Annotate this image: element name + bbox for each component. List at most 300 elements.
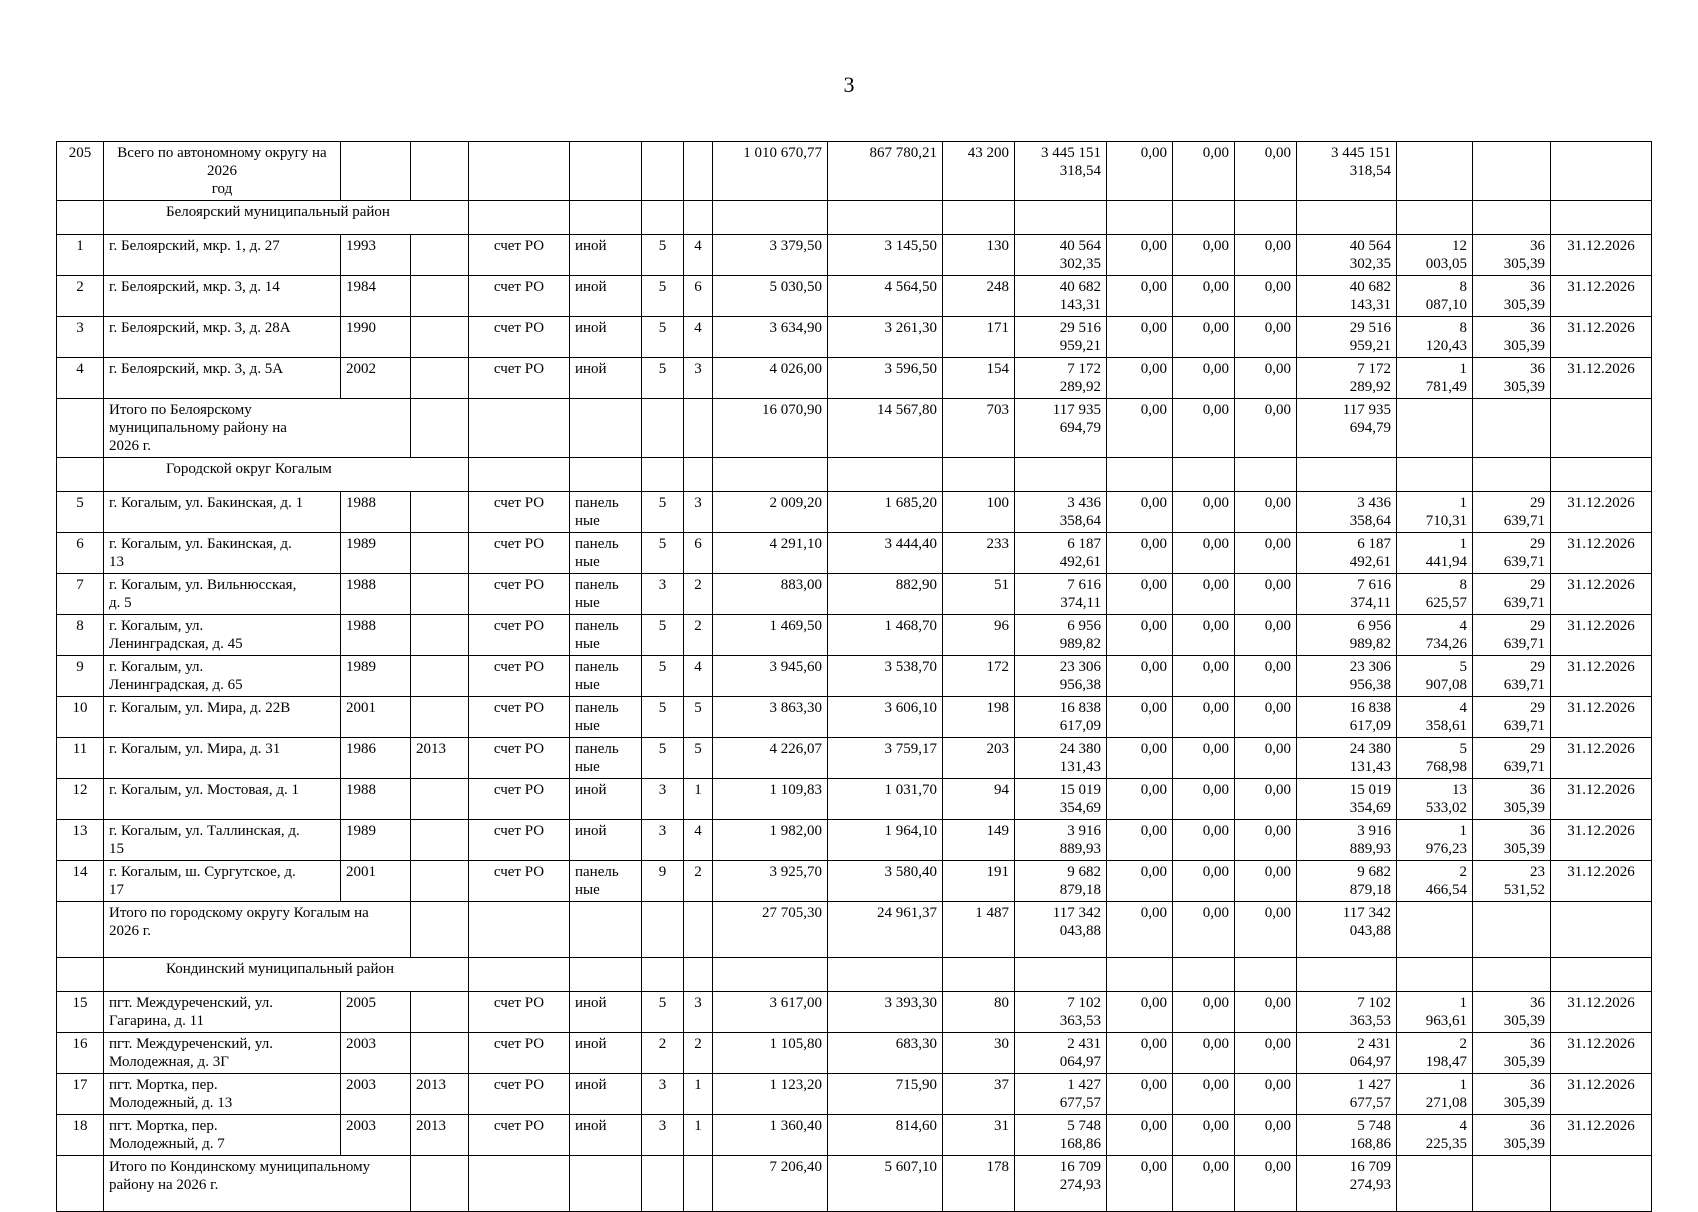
budget-local: 0,00 <box>1235 615 1297 656</box>
cost-total: 7 172 289,92 <box>1015 358 1107 399</box>
address: г. Когалым, ул. Ленинградская, д. 45 <box>104 615 341 656</box>
total-area: 5 030,50 <box>713 276 828 317</box>
wall-material: панель ные <box>570 615 642 656</box>
total-area: 3 945,60 <box>713 656 828 697</box>
section-header-row <box>57 201 1652 235</box>
owners-funds: 7 616 374,11 <box>1297 574 1397 615</box>
fund-method: счет РО <box>469 1115 570 1156</box>
limit-cost: 29 639,71 <box>1473 697 1551 738</box>
address: пгт. Междуреченский, ул. Молодежная, д. 3Г <box>104 1033 341 1074</box>
budget-local: 0,00 <box>1235 276 1297 317</box>
residents: 31 <box>943 1115 1015 1156</box>
row-number: 17 <box>57 1074 104 1115</box>
cost-total: 16 709 274,93 <box>1015 1156 1107 1212</box>
residents: 80 <box>943 992 1015 1033</box>
address: г. Когалым, ул. Мостовая, д. 1 <box>104 779 341 820</box>
residents: 171 <box>943 317 1015 358</box>
entrances: 4 <box>684 820 713 861</box>
address: г. Когалым, ул. Мира, д. 31 <box>104 738 341 779</box>
section-total-row <box>57 902 1652 958</box>
entrances: 1 <box>684 1115 713 1156</box>
owners-funds: 16 709 274,93 <box>1297 1156 1397 1212</box>
entrances: 2 <box>684 861 713 902</box>
limit-cost: 36 305,39 <box>1473 1074 1551 1115</box>
year-built: 2003 <box>341 1115 411 1156</box>
address: пгт. Мортка, пер. Молодежный, д. 13 <box>104 1074 341 1115</box>
owners-funds: 29 516 959,21 <box>1297 317 1397 358</box>
address: г. Белоярский, мкр. 3, д. 5А <box>104 358 341 399</box>
entrances: 4 <box>684 656 713 697</box>
limit-cost: 36 305,39 <box>1473 358 1551 399</box>
budget-region: 0,00 <box>1173 820 1235 861</box>
fund-amount: 0,00 <box>1107 358 1173 399</box>
limit-cost: 36 305,39 <box>1473 779 1551 820</box>
cost-total: 6 187 492,61 <box>1015 533 1107 574</box>
fund-method: счет РО <box>469 317 570 358</box>
row-number: 6 <box>57 533 104 574</box>
budget-region: 0,00 <box>1173 276 1235 317</box>
residents: 233 <box>943 533 1015 574</box>
table-row <box>57 1074 1652 1115</box>
section-total-label: Итого по городскому округу Когалым на 2026 г. <box>104 902 411 958</box>
unit-cost: 2 466,54 <box>1397 861 1473 902</box>
entrances: 5 <box>684 697 713 738</box>
row-number: 9 <box>57 656 104 697</box>
wall-material: иной <box>570 358 642 399</box>
limit-cost: 29 639,71 <box>1473 656 1551 697</box>
living-area: 24 961,37 <box>828 902 943 958</box>
cost-total: 3 916 889,93 <box>1015 820 1107 861</box>
budget-region: 0,00 <box>1173 235 1235 276</box>
address: г. Когалым, ш. Сургутское, д. 17 <box>104 861 341 902</box>
wall-material: панель ные <box>570 656 642 697</box>
section-total-row <box>57 1156 1652 1212</box>
year-overhaul <box>411 656 469 697</box>
limit-cost: 29 639,71 <box>1473 615 1551 656</box>
table-row <box>57 533 1652 574</box>
unit-cost: 5 907,08 <box>1397 656 1473 697</box>
cost-total: 117 935 694,79 <box>1015 399 1107 458</box>
year-built: 2001 <box>341 861 411 902</box>
cost-total: 7 102 363,53 <box>1015 992 1107 1033</box>
unit-cost: 2 198,47 <box>1397 1033 1473 1074</box>
floors: 5 <box>642 358 684 399</box>
fund-method: счет РО <box>469 492 570 533</box>
row-number: 3 <box>57 317 104 358</box>
total-area: 3 634,90 <box>713 317 828 358</box>
address: г. Когалым, ул. Ленинградская, д. 65 <box>104 656 341 697</box>
owners-funds: 117 342 043,88 <box>1297 902 1397 958</box>
total-area: 3 863,30 <box>713 697 828 738</box>
year-built: 1989 <box>341 533 411 574</box>
row-number: 2 <box>57 276 104 317</box>
year-overhaul <box>411 317 469 358</box>
limit-cost: 29 639,71 <box>1473 738 1551 779</box>
row-number: 13 <box>57 820 104 861</box>
section-total-row <box>57 399 1652 458</box>
year-built: 2005 <box>341 992 411 1033</box>
living-area: 3 444,40 <box>828 533 943 574</box>
total-area: 883,00 <box>713 574 828 615</box>
fund-amount: 0,00 <box>1107 738 1173 779</box>
row-number: 7 <box>57 574 104 615</box>
budget-local: 0,00 <box>1235 533 1297 574</box>
deadline: 31.12.2026 <box>1551 656 1652 697</box>
deadline: 31.12.2026 <box>1551 738 1652 779</box>
limit-cost: 36 305,39 <box>1473 317 1551 358</box>
living-area: 3 596,50 <box>828 358 943 399</box>
cost-total: 6 956 989,82 <box>1015 615 1107 656</box>
budget-region: 0,00 <box>1173 861 1235 902</box>
budget-local: 0,00 <box>1235 1156 1297 1212</box>
deadline: 31.12.2026 <box>1551 697 1652 738</box>
budget-region: 0,00 <box>1173 533 1235 574</box>
table-row <box>57 861 1652 902</box>
row-number: 16 <box>57 1033 104 1074</box>
deadline: 31.12.2026 <box>1551 574 1652 615</box>
fund-amount: 0,00 <box>1107 1115 1173 1156</box>
address: г. Когалым, ул. Таллинская, д. 15 <box>104 820 341 861</box>
budget-region: 0,00 <box>1173 574 1235 615</box>
year-overhaul <box>411 992 469 1033</box>
living-area: 3 538,70 <box>828 656 943 697</box>
cost-total: 24 380 131,43 <box>1015 738 1107 779</box>
fund-amount: 0,00 <box>1107 1156 1173 1212</box>
floors: 5 <box>642 697 684 738</box>
limit-cost: 36 305,39 <box>1473 820 1551 861</box>
owners-funds: 40 682 143,31 <box>1297 276 1397 317</box>
living-area: 1 964,10 <box>828 820 943 861</box>
living-area: 5 607,10 <box>828 1156 943 1212</box>
total-area: 27 705,30 <box>713 902 828 958</box>
budget-region: 0,00 <box>1173 1033 1235 1074</box>
table-row <box>57 820 1652 861</box>
entrances: 2 <box>684 1033 713 1074</box>
wall-material: иной <box>570 317 642 358</box>
unit-cost: 1 963,61 <box>1397 992 1473 1033</box>
limit-cost: 29 639,71 <box>1473 574 1551 615</box>
address: пгт. Междуреченский, ул. Гагарина, д. 11 <box>104 992 341 1033</box>
total-area: 4 291,10 <box>713 533 828 574</box>
row-number: 4 <box>57 358 104 399</box>
unit-cost: 4 734,26 <box>1397 615 1473 656</box>
address: г. Когалым, ул. Бакинская, д. 13 <box>104 533 341 574</box>
owners-funds: 3 916 889,93 <box>1297 820 1397 861</box>
living-area: 814,60 <box>828 1115 943 1156</box>
residents: 203 <box>943 738 1015 779</box>
unit-cost: 4 225,35 <box>1397 1115 1473 1156</box>
residents: 37 <box>943 1074 1015 1115</box>
budget-local: 0,00 <box>1235 1033 1297 1074</box>
cost-total: 16 838 617,09 <box>1015 697 1107 738</box>
budget-local: 0,00 <box>1235 142 1297 201</box>
total-area: 16 070,90 <box>713 399 828 458</box>
living-area: 14 567,80 <box>828 399 943 458</box>
year-built: 1988 <box>341 615 411 656</box>
year-overhaul: 2013 <box>411 1074 469 1115</box>
fund-method: счет РО <box>469 1074 570 1115</box>
budget-region: 0,00 <box>1173 358 1235 399</box>
cost-total: 40 682 143,31 <box>1015 276 1107 317</box>
table-row <box>57 779 1652 820</box>
year-built: 1988 <box>341 779 411 820</box>
budget-region: 0,00 <box>1173 399 1235 458</box>
total-area: 1 109,83 <box>713 779 828 820</box>
residents: 30 <box>943 1033 1015 1074</box>
living-area: 3 580,40 <box>828 861 943 902</box>
cost-total: 23 306 956,38 <box>1015 656 1107 697</box>
budget-region: 0,00 <box>1173 656 1235 697</box>
residents: 130 <box>943 235 1015 276</box>
year-overhaul <box>411 574 469 615</box>
fund-amount: 0,00 <box>1107 861 1173 902</box>
owners-funds: 7 102 363,53 <box>1297 992 1397 1033</box>
owners-funds: 16 838 617,09 <box>1297 697 1397 738</box>
table-row <box>57 574 1652 615</box>
fund-amount: 0,00 <box>1107 142 1173 201</box>
year-overhaul: 2013 <box>411 1115 469 1156</box>
fund-amount: 0,00 <box>1107 820 1173 861</box>
section-total-label: Итого по Кондинскому муниципальному району на 2026 г. <box>104 1156 411 1212</box>
section-header-row <box>57 958 1652 992</box>
row-number: 11 <box>57 738 104 779</box>
budget-local: 0,00 <box>1235 1074 1297 1115</box>
row-number: 1 <box>57 235 104 276</box>
limit-cost: 36 305,39 <box>1473 235 1551 276</box>
wall-material: иной <box>570 1033 642 1074</box>
limit-cost: 23 531,52 <box>1473 861 1551 902</box>
fund-method: счет РО <box>469 358 570 399</box>
year-overhaul <box>411 820 469 861</box>
total-area: 3 617,00 <box>713 992 828 1033</box>
living-area: 1 468,70 <box>828 615 943 656</box>
deadline: 31.12.2026 <box>1551 492 1652 533</box>
budget-local: 0,00 <box>1235 738 1297 779</box>
budget-local: 0,00 <box>1235 358 1297 399</box>
unit-cost: 8 120,43 <box>1397 317 1473 358</box>
budget-region: 0,00 <box>1173 902 1235 958</box>
address: пгт. Мортка, пер. Молодежный, д. 7 <box>104 1115 341 1156</box>
living-area: 3 759,17 <box>828 738 943 779</box>
year-overhaul <box>411 276 469 317</box>
owners-funds: 9 682 879,18 <box>1297 861 1397 902</box>
wall-material: иной <box>570 1115 642 1156</box>
living-area: 1 031,70 <box>828 779 943 820</box>
row-number: 10 <box>57 697 104 738</box>
year-built: 1989 <box>341 820 411 861</box>
budget-local: 0,00 <box>1235 235 1297 276</box>
floors: 2 <box>642 1033 684 1074</box>
wall-material: панель ные <box>570 697 642 738</box>
entrances: 3 <box>684 358 713 399</box>
budget-local: 0,00 <box>1235 902 1297 958</box>
owners-funds: 117 935 694,79 <box>1297 399 1397 458</box>
residents: 96 <box>943 615 1015 656</box>
residents: 51 <box>943 574 1015 615</box>
table-row <box>57 317 1652 358</box>
fund-amount: 0,00 <box>1107 1033 1173 1074</box>
row-number: 8 <box>57 615 104 656</box>
total-area: 3 925,70 <box>713 861 828 902</box>
fund-method: счет РО <box>469 574 570 615</box>
fund-amount: 0,00 <box>1107 235 1173 276</box>
entrances: 2 <box>684 615 713 656</box>
limit-cost: 36 305,39 <box>1473 276 1551 317</box>
cost-total: 7 616 374,11 <box>1015 574 1107 615</box>
fund-method: счет РО <box>469 992 570 1033</box>
residents: 191 <box>943 861 1015 902</box>
cost-total: 2 431 064,97 <box>1015 1033 1107 1074</box>
living-area: 4 564,50 <box>828 276 943 317</box>
row-number: 5 <box>57 492 104 533</box>
residents: 94 <box>943 779 1015 820</box>
floors: 5 <box>642 992 684 1033</box>
total-area: 4 026,00 <box>713 358 828 399</box>
deadline: 31.12.2026 <box>1551 779 1652 820</box>
fund-amount: 0,00 <box>1107 615 1173 656</box>
year-built: 1988 <box>341 574 411 615</box>
section-title: Белоярский муниципальный район <box>104 201 469 235</box>
year-overhaul <box>411 533 469 574</box>
year-overhaul <box>411 697 469 738</box>
unit-cost: 1 976,23 <box>1397 820 1473 861</box>
fund-amount: 0,00 <box>1107 492 1173 533</box>
table-row <box>57 738 1652 779</box>
cost-total: 117 342 043,88 <box>1015 902 1107 958</box>
owners-funds: 5 748 168,86 <box>1297 1115 1397 1156</box>
budget-region: 0,00 <box>1173 697 1235 738</box>
floors: 5 <box>642 656 684 697</box>
total-area: 3 379,50 <box>713 235 828 276</box>
fund-amount: 0,00 <box>1107 1074 1173 1115</box>
capital-repair-table <box>56 141 1652 1212</box>
address: г. Когалым, ул. Вильнюсская, д. 5 <box>104 574 341 615</box>
year-overhaul <box>411 235 469 276</box>
deadline: 31.12.2026 <box>1551 820 1652 861</box>
page-number: 3 <box>843 72 855 97</box>
table-row <box>57 276 1652 317</box>
total-area: 1 360,40 <box>713 1115 828 1156</box>
floors: 5 <box>642 276 684 317</box>
owners-funds: 15 019 354,69 <box>1297 779 1397 820</box>
deadline: 31.12.2026 <box>1551 317 1652 358</box>
entrances: 6 <box>684 533 713 574</box>
fund-method: счет РО <box>469 779 570 820</box>
owners-funds: 3 436 358,64 <box>1297 492 1397 533</box>
living-area: 683,30 <box>828 1033 943 1074</box>
entrances: 4 <box>684 235 713 276</box>
budget-local: 0,00 <box>1235 779 1297 820</box>
table-row <box>57 615 1652 656</box>
fund-amount: 0,00 <box>1107 533 1173 574</box>
wall-material: иной <box>570 1074 642 1115</box>
year-overhaul <box>411 779 469 820</box>
section-title: Городской округ Когалым <box>104 458 469 492</box>
fund-method: счет РО <box>469 533 570 574</box>
fund-method: счет РО <box>469 276 570 317</box>
year-built: 1993 <box>341 235 411 276</box>
living-area: 3 393,30 <box>828 992 943 1033</box>
address: г. Когалым, ул. Бакинская, д. 1 <box>104 492 341 533</box>
living-area: 3 261,30 <box>828 317 943 358</box>
fund-amount: 0,00 <box>1107 779 1173 820</box>
budget-local: 0,00 <box>1235 574 1297 615</box>
living-area: 3 606,10 <box>828 697 943 738</box>
residents: 43 200 <box>943 142 1015 201</box>
entrances: 1 <box>684 1074 713 1115</box>
deadline: 31.12.2026 <box>1551 861 1652 902</box>
fund-method: счет РО <box>469 615 570 656</box>
section-header-row <box>57 458 1652 492</box>
limit-cost: 29 639,71 <box>1473 492 1551 533</box>
entrances: 3 <box>684 492 713 533</box>
fund-amount: 0,00 <box>1107 317 1173 358</box>
deadline: 31.12.2026 <box>1551 1074 1652 1115</box>
unit-cost: 8 625,57 <box>1397 574 1473 615</box>
deadline: 31.12.2026 <box>1551 276 1652 317</box>
unit-cost: 1 271,08 <box>1397 1074 1473 1115</box>
unit-cost: 13 533,02 <box>1397 779 1473 820</box>
budget-region: 0,00 <box>1173 779 1235 820</box>
cost-total: 5 748 168,86 <box>1015 1115 1107 1156</box>
owners-funds: 6 187 492,61 <box>1297 533 1397 574</box>
fund-method: счет РО <box>469 1033 570 1074</box>
budget-local: 0,00 <box>1235 992 1297 1033</box>
budget-local: 0,00 <box>1235 656 1297 697</box>
wall-material: панель ные <box>570 574 642 615</box>
table-row <box>57 492 1652 533</box>
owners-funds: 6 956 989,82 <box>1297 615 1397 656</box>
wall-material: панель ные <box>570 861 642 902</box>
total-area: 1 982,00 <box>713 820 828 861</box>
fund-method: счет РО <box>469 820 570 861</box>
fund-method: счет РО <box>469 697 570 738</box>
row-label: Всего по автономному округу на 2026 год <box>104 142 341 201</box>
year-overhaul <box>411 615 469 656</box>
deadline: 31.12.2026 <box>1551 992 1652 1033</box>
budget-local: 0,00 <box>1235 492 1297 533</box>
owners-funds: 1 427 677,57 <box>1297 1074 1397 1115</box>
living-area: 715,90 <box>828 1074 943 1115</box>
owners-funds: 2 431 064,97 <box>1297 1033 1397 1074</box>
fund-method: счет РО <box>469 738 570 779</box>
budget-region: 0,00 <box>1173 317 1235 358</box>
fund-amount: 0,00 <box>1107 902 1173 958</box>
year-built: 2003 <box>341 1033 411 1074</box>
residents: 149 <box>943 820 1015 861</box>
fund-amount: 0,00 <box>1107 697 1173 738</box>
owners-funds: 24 380 131,43 <box>1297 738 1397 779</box>
budget-local: 0,00 <box>1235 399 1297 458</box>
address: г. Когалым, ул. Мира, д. 22В <box>104 697 341 738</box>
floors: 3 <box>642 574 684 615</box>
wall-material: иной <box>570 820 642 861</box>
year-built: 1986 <box>341 738 411 779</box>
limit-cost: 36 305,39 <box>1473 1115 1551 1156</box>
year-built: 1984 <box>341 276 411 317</box>
deadline: 31.12.2026 <box>1551 615 1652 656</box>
total-area: 2 009,20 <box>713 492 828 533</box>
wall-material: иной <box>570 779 642 820</box>
row-number: 12 <box>57 779 104 820</box>
table-row <box>57 1115 1652 1156</box>
entrances: 2 <box>684 574 713 615</box>
entrances: 5 <box>684 738 713 779</box>
cost-total: 15 019 354,69 <box>1015 779 1107 820</box>
total-area: 1 469,50 <box>713 615 828 656</box>
deadline: 31.12.2026 <box>1551 358 1652 399</box>
year-overhaul <box>411 358 469 399</box>
